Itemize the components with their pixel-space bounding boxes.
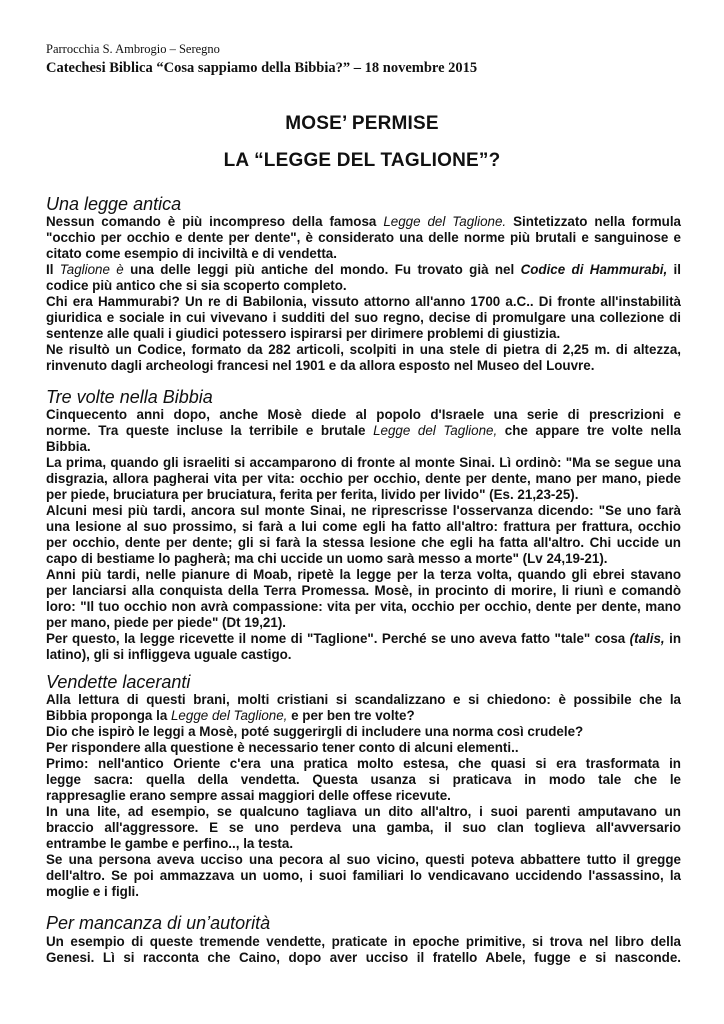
text-run: in xyxy=(664,631,681,646)
italic-text: Legge del Taglione. xyxy=(383,214,507,229)
section-heading-vendette: Vendette laceranti xyxy=(46,672,191,692)
paragraph-line: Dio che ispirò le leggi a Mosè, poté suggerirgli di includere una norma così crudele? xyxy=(46,724,584,739)
paragraph-line: latino), gli si infliggeva uguale castigo. xyxy=(46,647,292,662)
paragraph-line: Anni più tardi, nelle pianure di Moab, ripetè la legge per la terza volta, quando gli ebrei stavano xyxy=(46,567,681,582)
paragraph-line: legge sacra: quella della vendetta. Questa usanza si praticava in modo tale che le xyxy=(46,772,681,787)
text-run: che appare tre volte nella xyxy=(497,423,681,438)
paragraph-line xyxy=(46,423,681,438)
paragraph-line: Cinquecento anni dopo, anche Mosè diede al popolo d'Israele una serie di prescrizioni e xyxy=(46,407,681,422)
paragraph-line: rinvenuto dagli archeologi francesi nel 1901 e da allora esposto nel Museo del Louvre. xyxy=(46,358,595,373)
paragraph-line: moglie e i figli. xyxy=(46,884,140,899)
paragraph-line: Un esempio di queste tremende vendette, praticate in epoche primitive, si trova nel libro della xyxy=(46,934,681,949)
paragraph-line xyxy=(46,631,681,646)
italic-text: Legge del Taglione, xyxy=(373,423,498,438)
paragraph-line xyxy=(46,262,681,277)
paragraph-line xyxy=(46,708,415,723)
paragraph-line: disgrazia, allora pagherai vita per vita: occhio per occhio, dente per dente, mano per mano, piede xyxy=(46,471,681,486)
paragraph-line: Chi era Hammurabi? Un re di Babilonia, vissuto attorno all'anno 1700 a.C.. Di fronte all'instabilità xyxy=(46,294,681,309)
paragraph-line: La prima, quando gli israeliti si accamparono di fronte al monte Sinai. Lì ordinò: "Ma se segue una xyxy=(46,455,681,470)
paragraph-line: Alla lettura di questi brani, molti cristiani si scandalizzano e si chiedono: è possibile che la xyxy=(46,692,681,707)
text-run: il xyxy=(667,262,681,277)
italic-text: Taglione è xyxy=(59,262,124,277)
paragraph-line: una lesione al suo prossimo, si farà a lui come egli ha fatto all'altro: frattura per frattura, occhio xyxy=(46,519,681,534)
paragraph-line: Se una persona aveva ucciso una pecora al suo vicino, questi poteva abbattere tutto il gregge xyxy=(46,852,681,867)
text-run: Bibbia proponga la xyxy=(46,708,171,723)
paragraph-line: giuridica e sociale in cui vivevano i sudditi del suo regno, decise di promulgare una collezione di xyxy=(46,310,681,325)
text-run: una delle leggi più antiche del mondo. Fu trovato già nel xyxy=(123,262,521,277)
paragraph-line: per lanciarsi alla conquista della Terra Promessa. Mosè, in procinto di morire, li riunì e comandò xyxy=(46,583,681,598)
paragraph-line: citato come esempio di inciviltà e di vendetta. xyxy=(46,246,337,261)
paragraph-line: per occhio, dente per dente; gli si farà la stessa lesione che egli ha fatta all'altro. Chi uccide un xyxy=(46,535,681,550)
text-run: Nessun comando è più incompreso della famosa xyxy=(46,214,384,229)
title-line-1: MOSE’ PERMISE xyxy=(285,113,439,134)
course-header: Catechesi Biblica “Cosa sappiamo della Bibbia?” – 18 novembre 2015 xyxy=(46,60,478,76)
parish-header: Parrocchia S. Ambrogio – Seregno xyxy=(46,42,220,56)
section-heading-tre-volte: Tre volte nella Bibbia xyxy=(46,387,213,407)
text-run: Sintetizzato nella formula xyxy=(506,214,681,229)
paragraph-line: braccio all'aggressore. E se uno perdeva una gamba, il suo clan toglieva all'avversario xyxy=(46,820,681,835)
paragraph-line: per piede, bruciatura per bruciatura, ferita per ferita, livido per livido" (Es. 21,23-25). xyxy=(46,487,579,502)
section-heading-mancanza-autorita: Per mancanza di un’autorità xyxy=(46,913,271,933)
paragraph-line: dell'altro. Se poi ammazzava un uomo, i suoi familiari lo vendicavano uccidendo l'assassino, la xyxy=(46,868,681,883)
paragraph-line: Bibbia. xyxy=(46,439,91,454)
paragraph-line: Alcuni mesi più tardi, ancora sul monte Sinai, ne riprescrisse l'osservanza dicendo: "Se uno farà xyxy=(46,503,681,518)
paragraph-line: codice più antico che si sia scoperto completo. xyxy=(46,278,347,293)
text-run: norme. Tra queste incluse la terribile e brutale xyxy=(46,423,374,438)
paragraph-line: sentenze alle quali i giudici potessero ispirarsi per dirimere problemi di giustizia. xyxy=(46,326,561,341)
paragraph-line: Ne risultò un Codice, formato da 282 articoli, scolpiti in una stele di pietra di 2,25 m. di altezza, xyxy=(46,342,681,357)
paragraph-line: loro: "Il tuo occhio non avrà compassione: vita per vita, occhio per occhio, dente per dente, mano xyxy=(46,599,681,614)
paragraph-line xyxy=(46,214,681,229)
paragraph-line: per mano, piede per piede" (Dt 19,21). xyxy=(46,615,287,630)
section-heading-legge-antica: Una legge antica xyxy=(46,194,182,214)
italic-text: Codice di Hammurabi, xyxy=(520,262,668,277)
italic-text: Legge del Taglione, xyxy=(170,708,288,723)
paragraph-line: Genesi. Lì si racconta che Caino, dopo aver ucciso il fratello Abele, fugge e si nasconde. xyxy=(46,950,681,965)
italic-text: (talis, xyxy=(629,631,665,646)
paragraph-line: In una lite, ad esempio, se qualcuno tagliava un dito all'altro, i suoi parenti amputavano un xyxy=(46,804,681,819)
paragraph-line: Primo: nell'antico Oriente c'era una pratica molto estesa, che quasi si era trasformata in xyxy=(46,756,681,771)
paragraph-line: "occhio per occhio e dente per dente", è considerato una delle norme più brutali e sanguinose e xyxy=(46,230,681,245)
text-run: Il xyxy=(46,262,60,277)
title-line-2: LA “LEGGE DEL TAGLIONE”? xyxy=(223,150,501,171)
text-run: Per questo, la legge ricevette il nome di "Taglione". Perché se uno aveva fatto "tale" cosa xyxy=(46,631,630,646)
text-run: e per ben tre volte? xyxy=(287,708,415,723)
paragraph-line: rappresaglie erano sempre assai maggiori delle offese ricevute. xyxy=(46,788,451,803)
paragraph-line: entrambe le gambe e perfino.., la testa. xyxy=(46,836,294,851)
paragraph-line: capo di bestiame lo pagherà; ma chi uccide un uomo sarà messo a morte" (Lv 24,19-21). xyxy=(46,551,608,566)
paragraph-line: Per rispondere alla questione è necessario tener conto di alcuni elementi.. xyxy=(46,740,519,755)
